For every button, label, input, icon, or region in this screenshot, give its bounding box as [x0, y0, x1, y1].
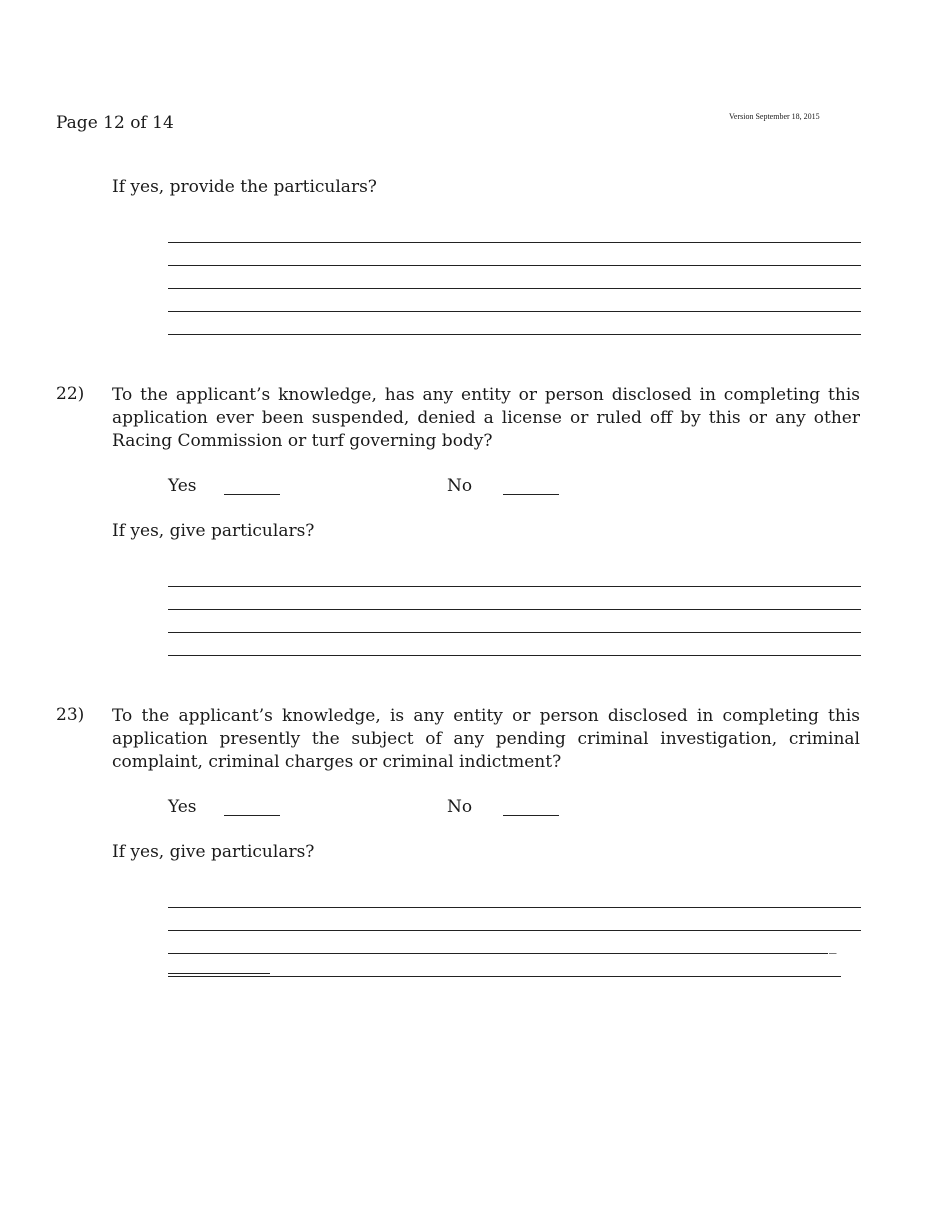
- q22-particulars-prompt: If yes, give particulars?: [112, 521, 315, 541]
- q21-answer-line-5[interactable]: [168, 334, 861, 335]
- q22-number: 22): [56, 384, 85, 404]
- q21-answer-line-2[interactable]: [168, 265, 861, 266]
- q22-answer-line-4[interactable]: [168, 655, 861, 656]
- q23-short-underline: [168, 973, 270, 974]
- q22-yes-label: Yes: [168, 476, 197, 496]
- q23-yes-blank[interactable]: [224, 815, 280, 816]
- q23-no-label: No: [447, 797, 473, 817]
- q21-answer-line-3[interactable]: [168, 288, 861, 289]
- q21-answer-line-4[interactable]: [168, 311, 861, 312]
- q23-question-text: To the applicant’s knowledge, is any entity or person disclosed in completing this application presently the subject of any pending criminal investigation, criminal complaint, criminal charges or criminal indictment?: [112, 706, 860, 772]
- page-number: Page 12 of 14: [56, 113, 174, 133]
- q23-stray-underscore: _: [829, 936, 837, 954]
- q22-answer-line-2[interactable]: [168, 609, 861, 610]
- q23-number: 23): [56, 705, 85, 725]
- q21-particulars-prompt: If yes, provide the particulars?: [112, 177, 377, 197]
- q22-yes-blank[interactable]: [224, 494, 280, 495]
- q21-answer-line-1[interactable]: [168, 242, 861, 243]
- q22-answer-line-1[interactable]: [168, 586, 861, 587]
- q22-no-label: No: [447, 476, 473, 496]
- q23-yes-label: Yes: [168, 797, 197, 817]
- q23-answer-line-1[interactable]: [168, 907, 861, 908]
- q23-answer-line-3[interactable]: [168, 953, 828, 954]
- q23-answer-line-2[interactable]: [168, 930, 861, 931]
- q22-answer-line-3[interactable]: [168, 632, 861, 633]
- q22-no-blank[interactable]: [503, 494, 559, 495]
- version-date: Version September 18, 2015: [729, 112, 820, 121]
- q22-question-text: To the applicant’s knowledge, has any entity or person disclosed in completing this application ever been suspended, denied a license or ruled off by this or any other Racing Commission or turf governing body?: [112, 385, 860, 451]
- q23-answer-line-4[interactable]: [168, 976, 841, 977]
- q23-no-blank[interactable]: [503, 815, 559, 816]
- q23-particulars-prompt: If yes, give particulars?: [112, 842, 315, 862]
